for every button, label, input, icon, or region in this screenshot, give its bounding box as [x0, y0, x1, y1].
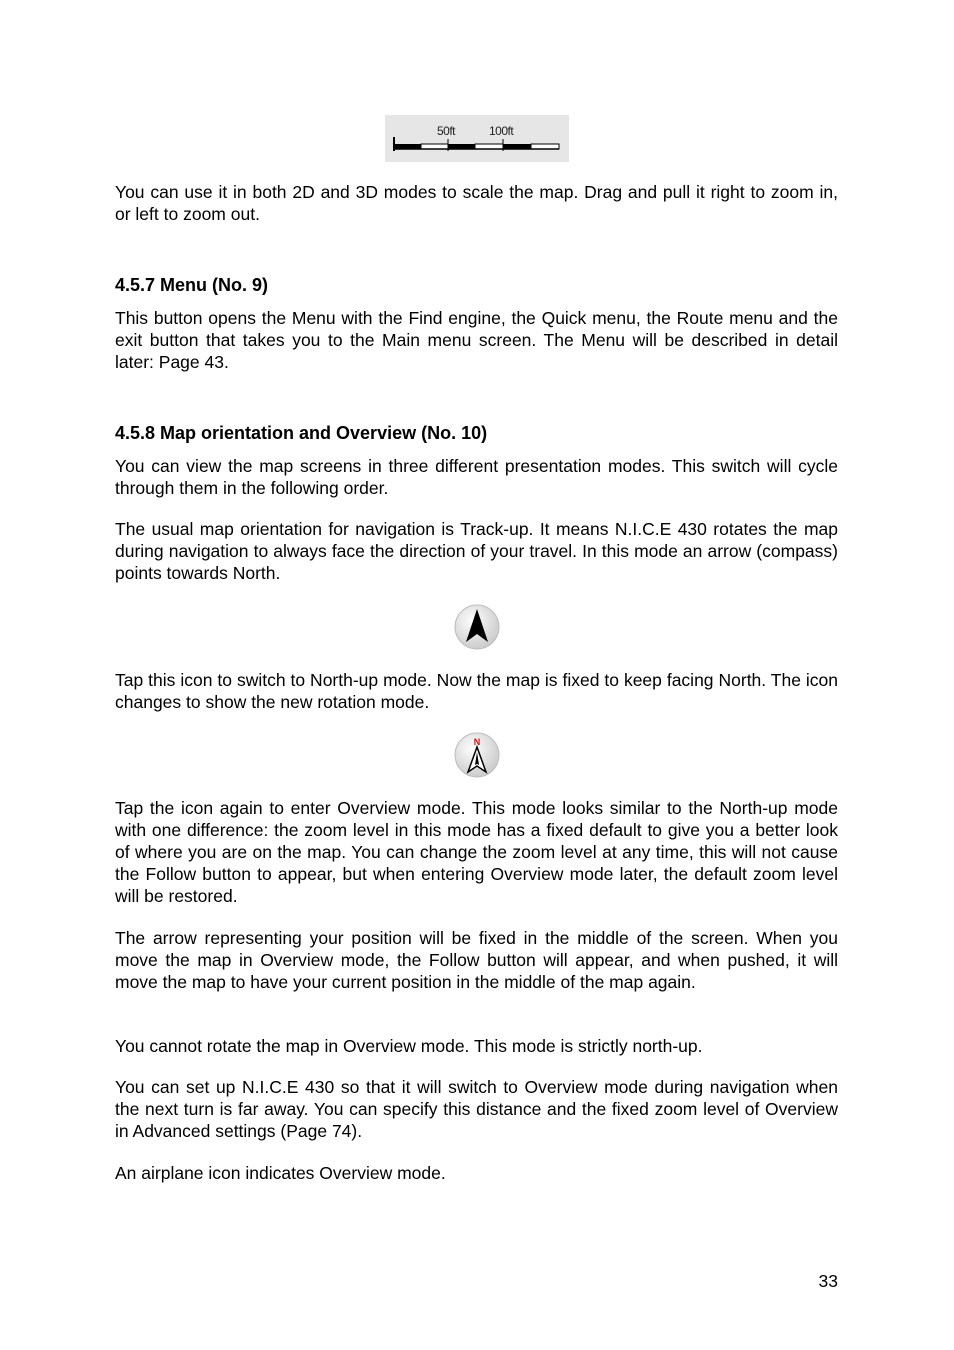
- paragraph-no-rotate: You cannot rotate the map in Overview mode. This mode is strictly north-up.: [115, 1036, 703, 1056]
- paragraph-airplane-icon: An airplane icon indicates Overview mode.: [115, 1163, 446, 1183]
- page-number: 33: [818, 1271, 838, 1291]
- scale-label-100ft: 100ft: [489, 124, 514, 138]
- north-letter: N: [473, 737, 481, 747]
- scale-ruler-icon: [385, 115, 569, 162]
- paragraph-menu: This button opens the Menu with the Find engine, the Quick menu, the Route menu and the exit button that takes you to the Main menu screen. The Menu will be described in detail later: Page 43.: [115, 308, 838, 372]
- north-up-compass-icon: [454, 732, 500, 778]
- paragraph-north-up: Tap this icon to switch to North-up mode. Now the map is fixed to keep facing North. The icon changes to show the new rotation mode.: [115, 670, 838, 712]
- heading-menu: 4.5.7 Menu (No. 9): [115, 275, 269, 295]
- paragraph-overview-mode: Tap the icon again to enter Overview mode. This mode looks similar to the North-up mode with one difference: the zoom level in this mode has a fixed default to give you a better look of where you are on the map. You can change the zoom level at any time, this will not cause the Follow button to appear, but when entering Overview mode later, the default zoom level will be restored.: [115, 798, 838, 906]
- paragraph-presentation-modes: You can view the map screens in three different presentation modes. This switch will cycle through them in the following order.: [115, 456, 838, 498]
- heading-map-orientation: 4.5.8 Map orientation and Overview (No. 10): [115, 423, 488, 443]
- scale-label-50ft: 50ft: [437, 124, 456, 138]
- paragraph-track-up: The usual map orientation for navigation is Track-up. It means N.I.C.E 430 rotates the map during navigation to always face the direction of your travel. In this mode an arrow (compass) points towards North.: [115, 519, 838, 583]
- paragraph-arrow-position: The arrow representing your position will be fixed in the middle of the screen. When you move the map in Overview mode, the Follow button will appear, and when pushed, it will move the map to have your current position in the middle of the map again.: [115, 928, 838, 992]
- paragraph-auto-overview: You can set up N.I.C.E 430 so that it will switch to Overview mode during navigation when the next turn is far away. You can specify this distance and the fixed zoom level of Overview in Advanced settings (Page 74).: [115, 1077, 838, 1141]
- map-scale-bar: [385, 115, 569, 162]
- paragraph-scale-usage: You can use it in both 2D and 3D modes to scale the map. Drag and pull it right to zoom in, or left to zoom out.: [115, 182, 838, 224]
- track-up-compass-icon: [454, 604, 500, 650]
